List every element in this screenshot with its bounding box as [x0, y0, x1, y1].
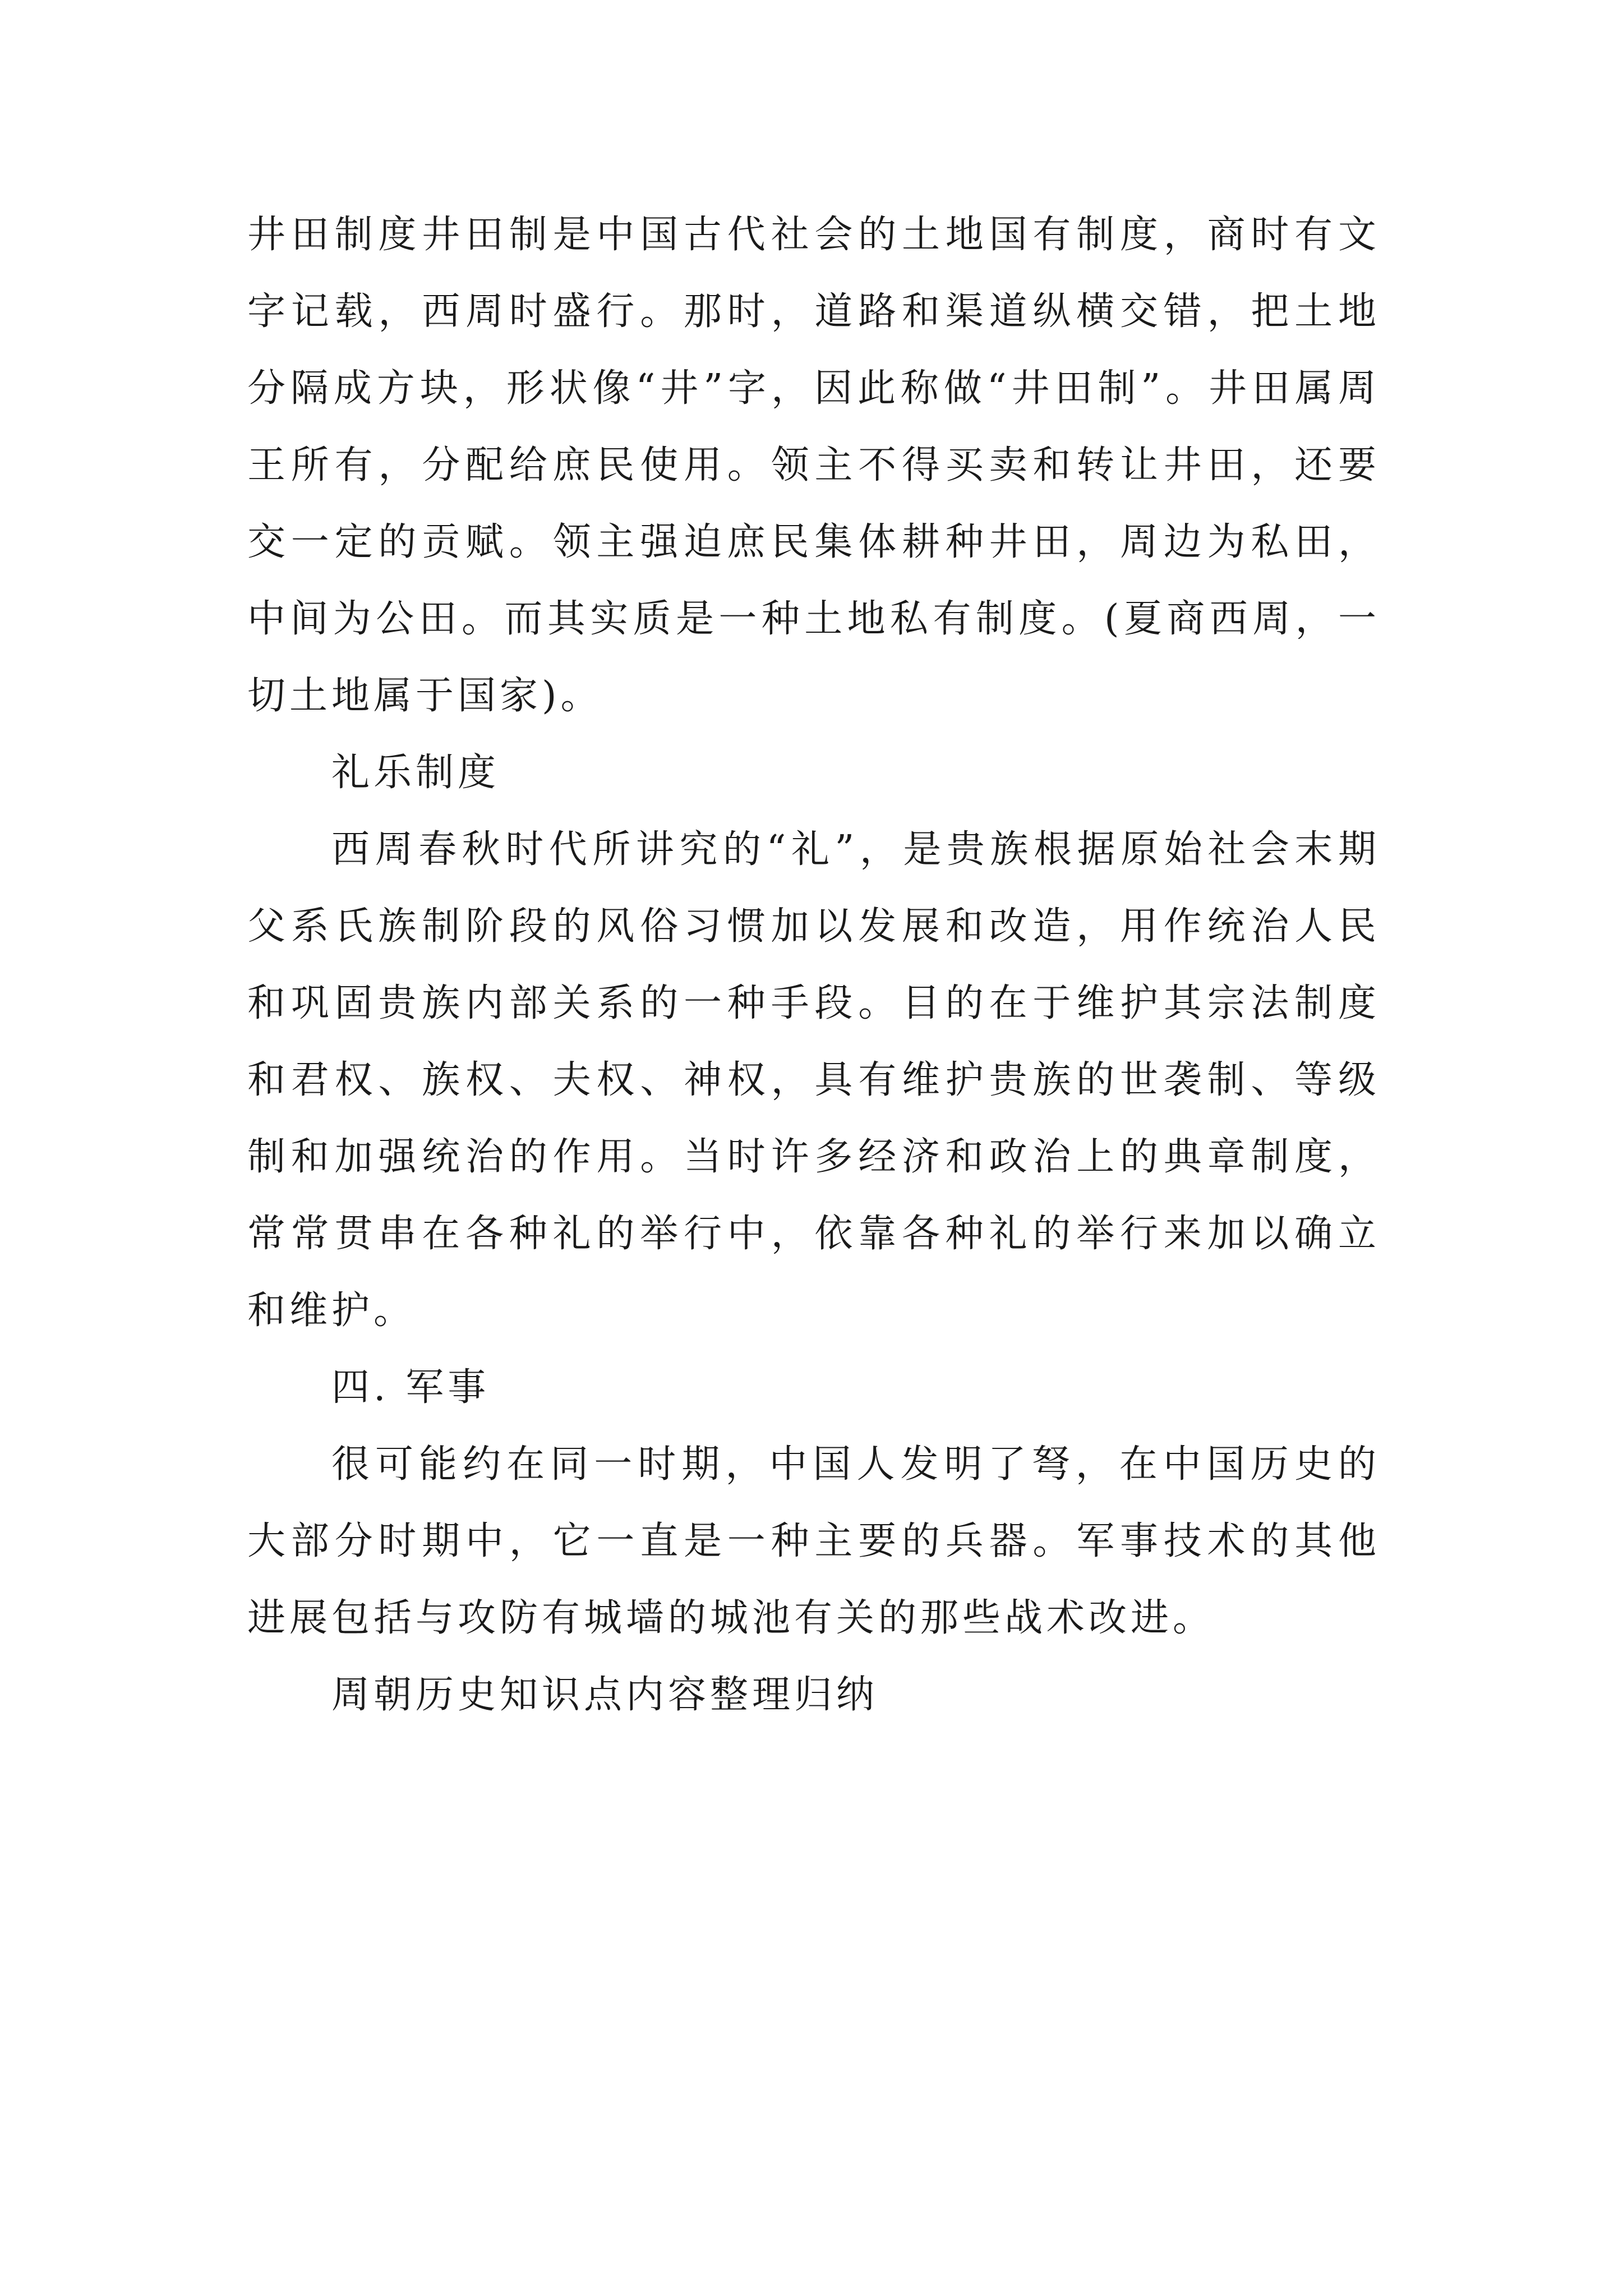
paragraph-junshi: 很可能约在同一时期，中国人发明了弩，在中国历史的大部分时期中，它一直是一种主要的兵器。军事技术的其他进展包括与攻防有城墙的城池有关的那些战术改进。	[247, 1442, 1380, 1640]
closing-line: 周朝历史知识点内容整理归纳	[331, 1673, 879, 1717]
heading-junshi: 四. 军事	[331, 1365, 490, 1410]
heading-liyue: 礼乐制度	[331, 751, 500, 795]
document-page	[247, 196, 1380, 1733]
paragraph-liyue: 西周春秋时代所讲究的“礼”，是贵族根据原始社会末期父系氏族制阶段的风俗习惯加以发展和改造，用作统治人民和巩固贵族内部关系的一种手段。目的在于维护其宗法制度和君权、族权、夫权、神权，具有维护贵族的世袭制、等级制和加强统治的作用。当时许多经济和政治上的典章制度，常常贯串在各种礼的举行中，依靠各种礼的举行来加以确立和维护。	[247, 827, 1380, 1333]
paragraph-jingtian: 井田制度井田制是中国古代社会的土地国有制度，商时有文字记载，西周时盛行。那时，道路和渠道纵横交错，把土地分隔成方块，形状像“井”字，因此称做“井田制”。井田属周王所有，分配给庶民使用。领主不得买卖和转让井田，还要交一定的贡赋。领主强迫庶民集体耕种井田，周边为私田，中间为公田。而其实质是一种土地私有制度。(夏商西周，一切土地属于国家)。	[247, 213, 1380, 718]
